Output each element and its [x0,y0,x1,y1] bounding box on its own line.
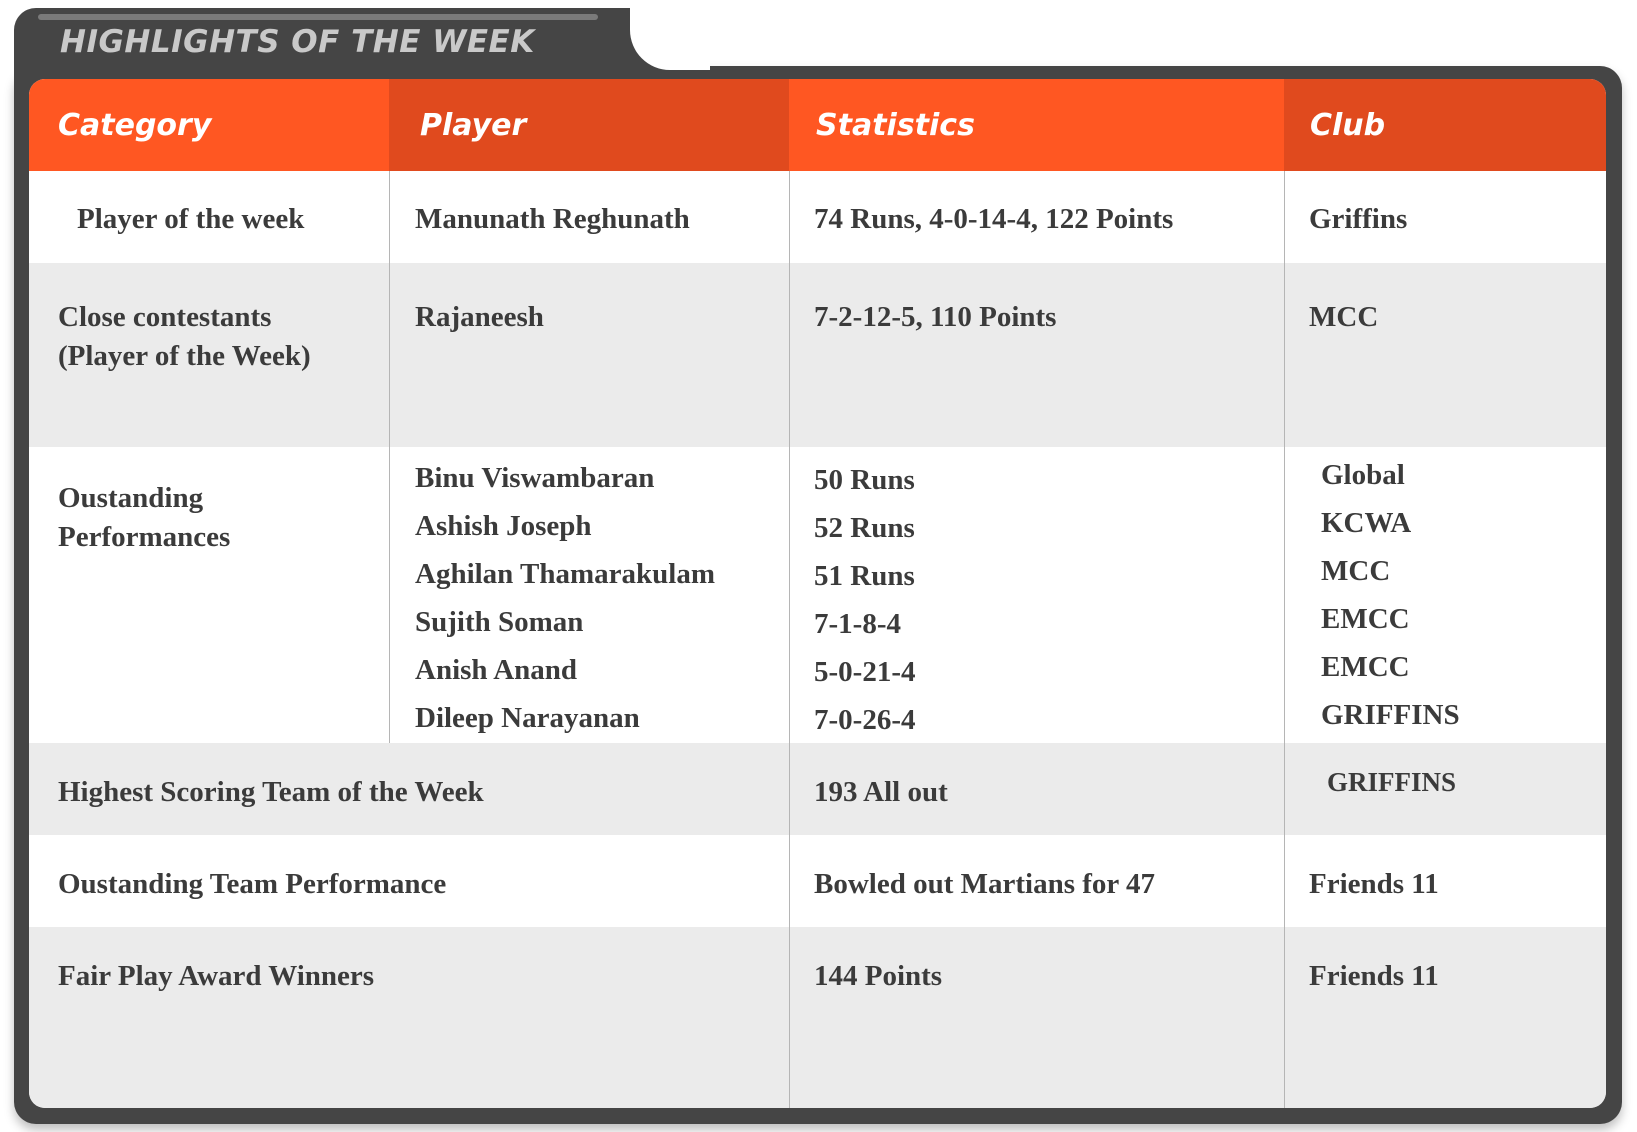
cell-player-list [415,454,715,742]
list-item: EMCC [1321,603,1410,635]
cell-club: Friends 11 [1309,960,1439,992]
list-item: 50 Runs [814,464,915,496]
header-statistics [789,79,1284,171]
cell-category: Player of the week [77,203,305,235]
cell-category [58,298,311,376]
cell-statistics: 144 Points [814,960,943,992]
table-row [29,927,1606,1108]
list-item: 51 Runs [814,560,915,592]
column-divider [1284,171,1285,1108]
cell-club-list [1321,451,1460,739]
cell-category-line: Close contestants [58,301,272,333]
column-divider [789,171,790,1108]
cell-statistics: 74 Runs, 4-0-14-4, 122 Points [814,203,1174,235]
card-title: HIGHLIGHTS OF THE WEEK [60,24,535,60]
cell-player: Rajaneesh [415,301,544,333]
cell-statistics: 7-2-12-5, 110 Points [814,301,1057,333]
cell-category-line: Performances [58,521,231,553]
cell-category-line: (Player of the Week) [58,340,311,372]
cell-club: GRIFFINS [1327,767,1457,797]
cell-category [58,479,230,557]
cell-club: Griffins [1309,203,1408,235]
cell-category: Highest Scoring Team of the Week [58,776,484,808]
header-statistics-label: Statistics [816,107,975,143]
list-item: KCWA [1321,507,1412,539]
header-category [29,79,389,171]
header-player [389,79,789,171]
list-item: Aghilan Thamarakulam [415,558,716,590]
cell-category: Oustanding Team Performance [58,868,447,900]
list-item: 7-0-26-4 [814,704,916,736]
cell-statistics: 193 All out [814,776,948,808]
list-item: Ashish Joseph [415,510,592,542]
list-item: Anish Anand [415,654,578,686]
highlights-table [29,79,1606,1108]
list-item: EMCC [1321,651,1410,683]
list-item: Binu Viswambaran [415,462,655,494]
list-item: Global [1321,459,1405,491]
list-item: 7-1-8-4 [814,608,901,640]
header-category-label: Category [58,107,212,143]
cell-statistics-list [814,456,915,744]
list-item: 52 Runs [814,512,915,544]
header-player-label: Player [420,107,527,143]
list-item: Sujith Soman [415,606,584,638]
cell-club: MCC [1309,301,1379,333]
column-divider [389,171,390,743]
list-item: Dileep Narayanan [415,702,640,734]
list-item: 5-0-21-4 [814,656,916,688]
cell-category: Fair Play Award Winners [58,960,375,992]
cell-category-line: Oustanding [58,482,204,514]
header-club-label: Club [1310,107,1386,143]
list-item: GRIFFINS [1321,699,1460,731]
list-item: MCC [1321,555,1391,587]
cell-statistics: Bowled out Martians for 47 [814,868,1156,900]
header-club [1284,79,1606,171]
cell-player: Manunath Reghunath [415,203,690,235]
cell-club: Friends 11 [1309,868,1439,900]
card-tab-highlight [38,14,598,20]
